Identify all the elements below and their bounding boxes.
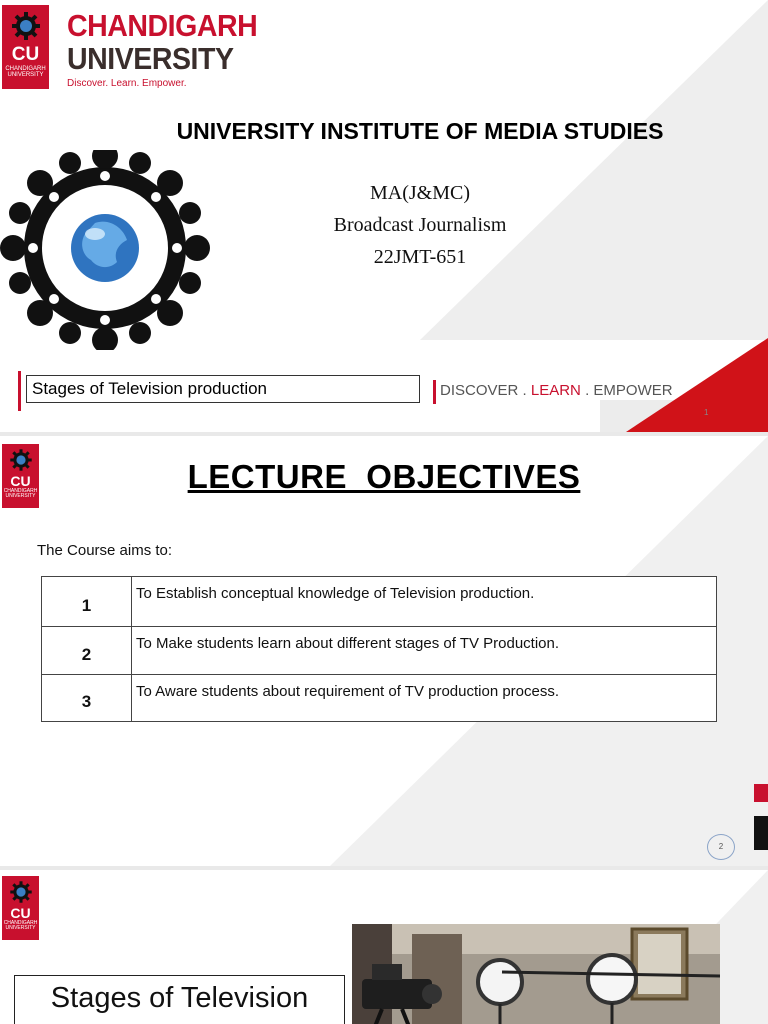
course-aims-intro: The Course aims to: [37,542,173,559]
motto-sep-2: . [580,382,594,399]
program-name: MA(J&MC) [369,182,470,204]
objective-text: To Establish conceptual knowledge of Television production. [132,577,717,627]
motto-accent-bar [433,380,436,404]
objective-number: 2 [42,627,132,675]
slide-1 [0,0,768,432]
cu-logo-sub-2: UNIVERSITY [5,493,36,500]
objectives-table [41,576,717,722]
cu-logo-sub-1: CHANDIGARH [3,488,38,494]
cu-logo-mark: CU [10,473,31,489]
objective-number: 3 [42,675,132,722]
cu-logo [2,5,49,89]
topic-accent-bar [18,371,21,411]
motto-sep-1: . [518,382,531,399]
course-code: 22JMT-651 [373,246,467,268]
brand-name-line-2: UNIVERSITY [67,41,234,76]
brand-name-line-1: CHANDIGARH [67,8,258,43]
cu-logo-sub-2: UNIVERSITY [5,925,36,932]
stages-heading-box: Stages of Television [14,975,345,1024]
course-name: Broadcast Journalism [333,214,507,236]
motto-discover: DISCOVER [440,382,519,399]
globe-gear-icon [0,150,210,350]
gear-emblem-icon [8,879,34,905]
objective-text: To Make students learn about different stages of TV Production. [132,627,717,675]
tv-studio-photo [352,924,720,1024]
motto-empower: EMPOWER [593,382,673,399]
institute-title: UNIVERSITY INSTITUTE OF MEDIA STUDIES [176,118,664,144]
cu-logo-sub-2: UNIVERSITY [7,72,44,79]
table-row [42,577,717,627]
objective-number: 1 [42,577,132,627]
motto-learn: LEARN [530,382,581,399]
cu-logo [2,876,39,940]
gear-emblem-icon [9,9,43,43]
slide-3 [0,870,768,1024]
objective-text: To Aware students about requirement of TV production process. [132,675,717,722]
cu-logo-sub-1: CHANDIGARH [5,66,46,72]
motto [440,382,673,399]
brand-tagline: Discover. Learn. Empower. [67,78,187,89]
table-row [42,627,717,675]
lecture-objectives-title: LECTURE OBJECTIVES [187,458,581,495]
cu-logo-mark: CU [11,44,40,65]
studio-equipment-image [352,924,720,1024]
table-row [42,675,717,722]
page-number: 1 [704,408,709,417]
topic-box: Stages of Television production [26,375,420,403]
slide-2 [0,436,768,866]
page-number-badge: 2 [707,834,735,860]
cu-logo-sub-1: CHANDIGARH [3,920,38,926]
cu-logo-mark: CU [10,905,31,921]
